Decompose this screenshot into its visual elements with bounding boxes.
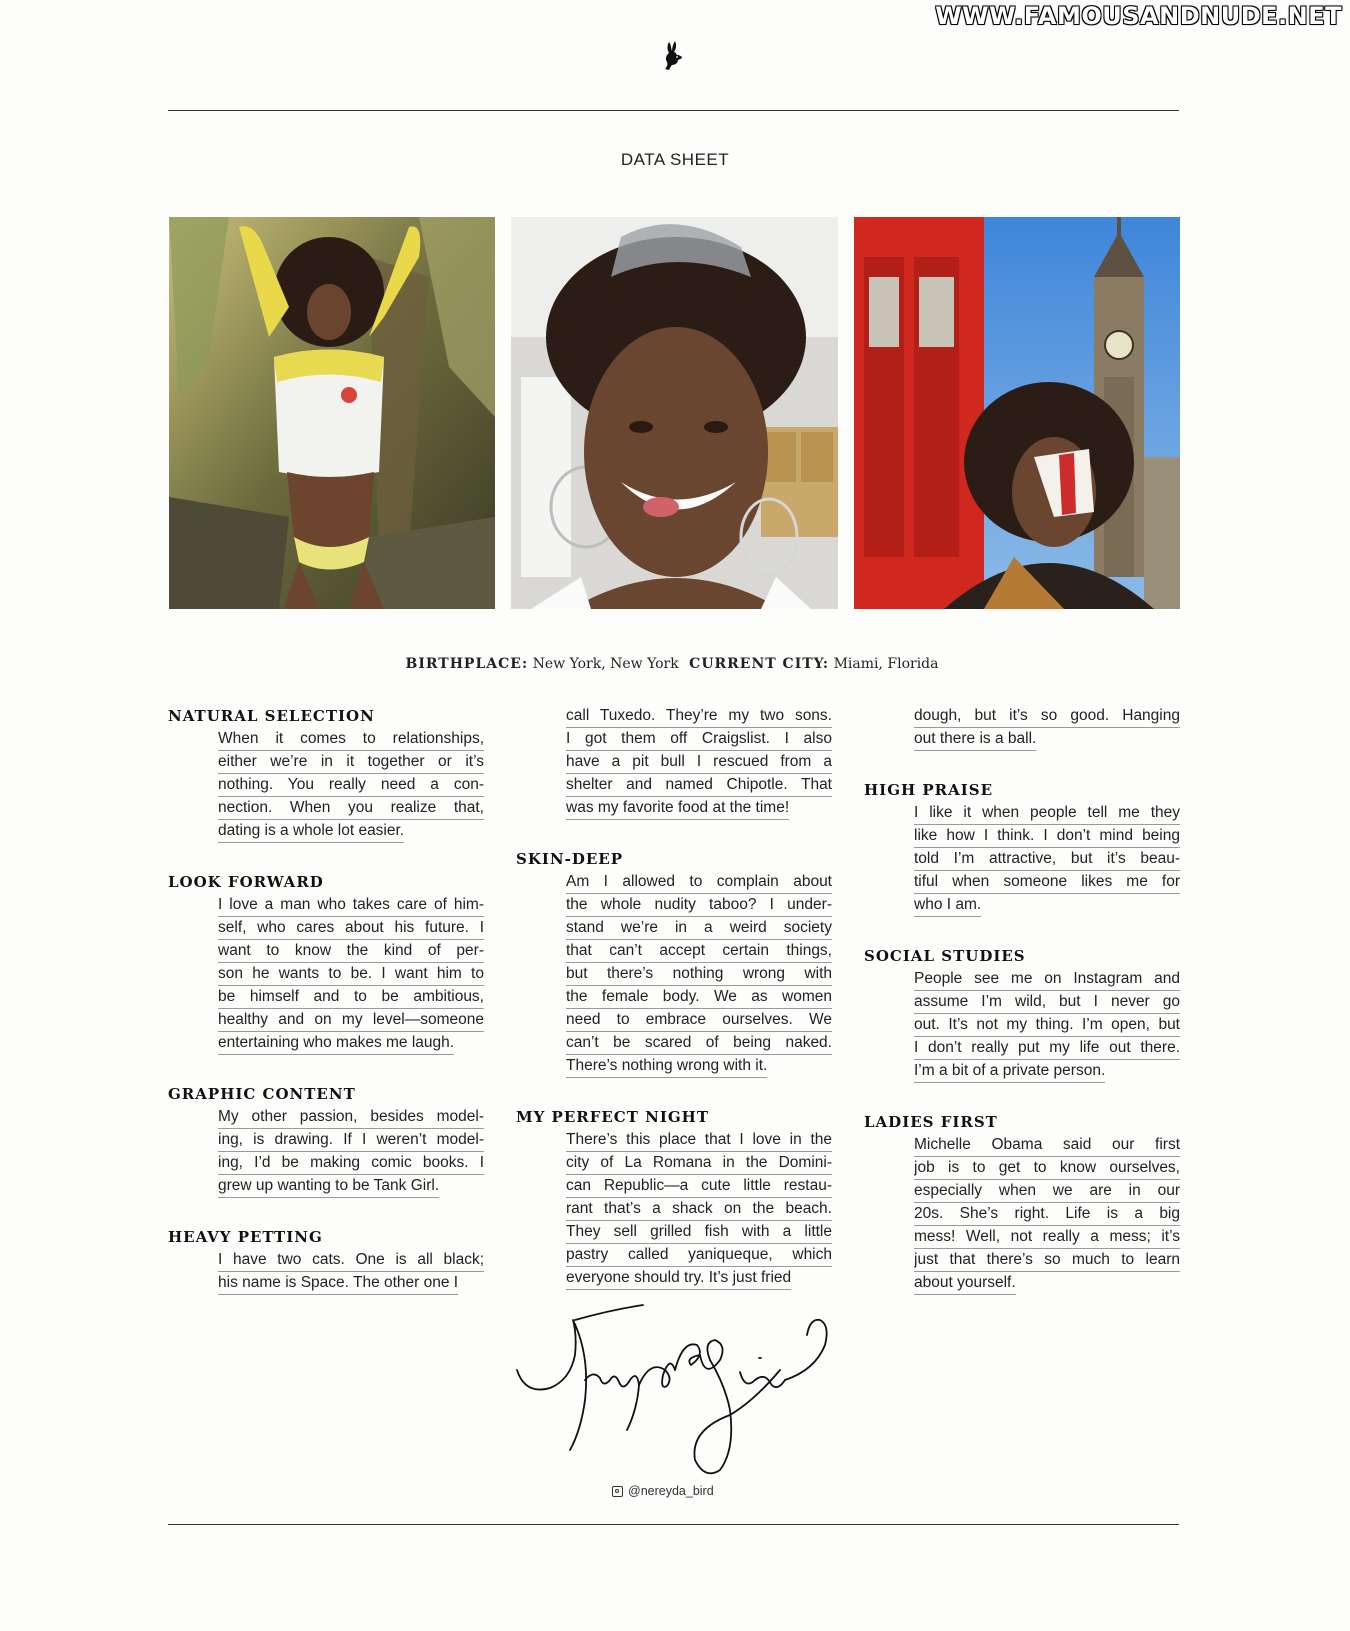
text-line: They sell grilled fish with a little [566, 1221, 832, 1244]
section-body [566, 871, 832, 1083]
text-line: the whole nudity taboo? I under- [566, 894, 832, 917]
text-line: son he wants to be. I want him to [218, 963, 484, 986]
text-line: like how I think. I don’t mind being [914, 825, 1180, 848]
section-heading: LOOK FORWARD [168, 873, 324, 891]
top-rule [168, 110, 1179, 111]
text-line: about yourself. [914, 1272, 1016, 1295]
section-heading: GRAPHIC CONTENT [168, 1085, 356, 1103]
text-line: self, who cares about his future. I [218, 917, 484, 940]
text-line: 20s. She’s right. Life is a big [914, 1203, 1180, 1226]
section-body [914, 705, 1180, 756]
section-gap [168, 1203, 484, 1226]
section-heading: HIGH PRAISE [864, 781, 994, 799]
text-line: Am I allowed to complain about [566, 871, 832, 894]
text-line: Michelle Obama said our first [914, 1134, 1180, 1157]
bunny-logo-icon [660, 40, 684, 72]
instagram-icon [612, 1486, 623, 1497]
current-city-label: CURRENT CITY: [689, 656, 830, 672]
text-line: everyone should try. It’s just fried [566, 1267, 791, 1290]
text-line: People see me on Instagram and [914, 968, 1180, 991]
section-gap [864, 756, 1180, 779]
text-line: ing, I’d be making comic books. I [218, 1152, 484, 1175]
text-line: can’t be scared of being naked. [566, 1032, 832, 1055]
photo-london [854, 217, 1180, 609]
text-line: grew up wanting to be Tank Girl. [218, 1175, 439, 1198]
text-line: city of La Romana in the Domini- [566, 1152, 832, 1175]
section-gap [168, 1060, 484, 1083]
section-heading: SKIN-DEEP [516, 850, 623, 868]
section-gap [168, 848, 484, 871]
section-heading: HEAVY PETTING [168, 1228, 323, 1246]
text-line: the female body. We as women [566, 986, 832, 1009]
section-gap [516, 1083, 832, 1106]
text-line: I love a man who takes care of him- [218, 894, 484, 917]
text-line: assume I’m wild, but I never go [914, 991, 1180, 1014]
section-gap [864, 922, 1180, 945]
text-line: healthy and on my level—someone [218, 1009, 484, 1032]
birthplace-label: BIRTHPLACE: [405, 656, 529, 672]
text-line: dating is a whole lot easier. [218, 820, 404, 843]
section-heading: MY PERFECT NIGHT [516, 1108, 709, 1126]
text-line: ing, is drawing. If I weren’t model- [218, 1129, 484, 1152]
section-body [914, 802, 1180, 922]
text-line: have a pit bull I rescued from a [566, 751, 832, 774]
text-column-1 [168, 705, 484, 1300]
text-line: pastry called yaniqueque, which [566, 1244, 832, 1267]
text-line: need to embrace ourselves. We [566, 1009, 832, 1032]
photo-selfie [511, 217, 838, 609]
text-line: I got them off Craigslist. I also [566, 728, 832, 751]
section-body [914, 1134, 1180, 1300]
current-city-value: Miami, Florida [833, 656, 939, 672]
instagram-handle [612, 1484, 714, 1498]
text-line: especially when we are in our [914, 1180, 1180, 1203]
instagram-handle-text: @nereyda_bird [628, 1484, 714, 1498]
text-line: I like it when people tell me they [914, 802, 1180, 825]
text-line: I don’t really put my life out there. [914, 1037, 1180, 1060]
section-body [566, 705, 832, 825]
text-line: be himself and to be ambitious, [218, 986, 484, 1009]
text-column-2 [516, 705, 832, 1295]
text-line: job is to get to know ourselves, [914, 1157, 1180, 1180]
text-line: can Republic—a cute little restau- [566, 1175, 832, 1198]
text-line: told I’m attractive, but it’s beau- [914, 848, 1180, 871]
text-line: shelter and named Chipotle. That [566, 774, 832, 797]
section-body [218, 1249, 484, 1300]
watermark: WWW.FAMOUSANDNUDE.NET [935, 2, 1342, 30]
text-line: out there is a ball. [914, 728, 1036, 751]
text-line: call Tuxedo. They’re my two sons. [566, 705, 832, 728]
bottom-rule [168, 1524, 1179, 1525]
text-line: that can’t accept certain things, [566, 940, 832, 963]
text-column-3 [864, 705, 1180, 1300]
text-line: My other passion, besides model- [218, 1106, 484, 1129]
text-line: out. It’s not my thing. I’m open, but [914, 1014, 1180, 1037]
text-line: stand we’re in a weird society [566, 917, 832, 940]
section-gap [516, 825, 832, 848]
section-heading: NATURAL SELECTION [168, 707, 375, 725]
section-body [566, 1129, 832, 1295]
text-line: There’s nothing wrong with it. [566, 1055, 767, 1078]
text-line: his name is Space. The other one I [218, 1272, 458, 1295]
photo-garden [169, 217, 495, 609]
text-line: There’s this place that I love in the [566, 1129, 832, 1152]
section-body [218, 894, 484, 1060]
text-line: was my favorite food at the time! [566, 797, 789, 820]
text-line: tiful when someone likes me for [914, 871, 1180, 894]
text-line: want to know the kind of per- [218, 940, 484, 963]
text-line: mess! Well, not really a mess; it’s [914, 1226, 1180, 1249]
text-line: but there’s nothing wrong with [566, 963, 832, 986]
text-line: who I am. [914, 894, 981, 917]
bio-facts [0, 656, 1350, 672]
section-heading: LADIES FIRST [864, 1113, 998, 1131]
birthplace-value: New York, New York [532, 656, 679, 672]
text-line: I have two cats. One is all black; [218, 1249, 484, 1272]
handwritten-signature [515, 1300, 855, 1485]
section-body [218, 728, 484, 848]
section-heading: SOCIAL STUDIES [864, 947, 1026, 965]
section-title: DATA SHEET [620, 150, 730, 169]
text-line: I’m a bit of a private person. [914, 1060, 1105, 1083]
text-line: When it comes to relationships, [218, 728, 484, 751]
section-body [218, 1106, 484, 1203]
text-line: entertaining who makes me laugh. [218, 1032, 454, 1055]
section-body [914, 968, 1180, 1088]
text-line: nection. When you realize that, [218, 797, 484, 820]
text-line: just that there’s so much to learn [914, 1249, 1180, 1272]
section-gap [864, 1088, 1180, 1111]
text-line: nothing. You really need a con- [218, 774, 484, 797]
text-line: either we’re in it together or it’s [218, 751, 484, 774]
text-line: dough, but it’s so good. Hanging [914, 705, 1180, 728]
text-line: rant that’s a shack on the beach. [566, 1198, 832, 1221]
